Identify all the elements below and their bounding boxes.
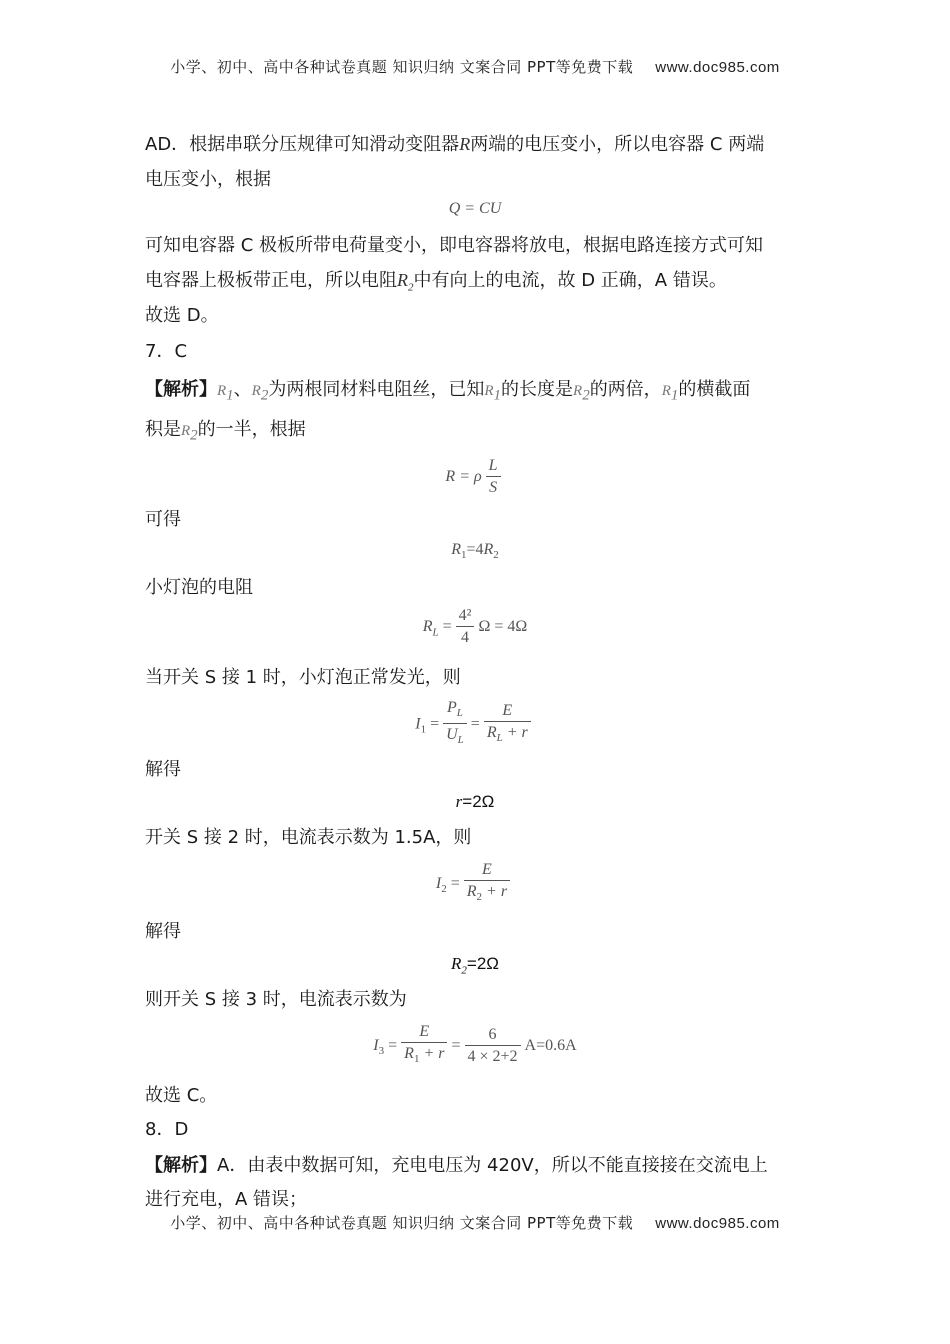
equation-resistivity: R = ρ $\frac{L}{S}$ [145, 456, 805, 499]
page-header [0, 56, 950, 77]
footer-site[interactable]: www.doc985.com [655, 1215, 780, 1232]
q6-line-4: 电容器上极板带正电，所以电阻$R_2$中有向上的电流，故 D 正确，A 错误。 [145, 270, 727, 294]
q7-jiede-2: 解得 [145, 921, 181, 942]
q8-line-2: 进行充电，A 错误； [145, 1189, 308, 1210]
equation-q-cu: Q = CU [448, 200, 502, 217]
q7-switch-2: 开关 S 接 2 时，电流表示数为 1.5A，则 [145, 827, 472, 848]
header-site[interactable]: www.doc985.com [655, 59, 780, 76]
equation-i3: $I_3$ = $\frac{E}{R_1 + r}$ = $\frac{6}{4 \times 2+2}$ A=0.6A [373, 1023, 577, 1066]
q7-title: 7．C [145, 341, 188, 362]
equation-lamp-resistance: $R_L$ = $\frac{\text{4²}}{4}$ Ω = 4Ω [422, 607, 528, 646]
q7-lamp: 小灯泡的电阻 [145, 577, 253, 598]
q6-line-2: 电压变小，根据 [145, 169, 271, 190]
q8-line-1: 【解析】A．由表中数据可知，充电电压为 420V，所以不能直接接在交流电上 [145, 1155, 768, 1176]
q7-jiede-1: 解得 [145, 759, 181, 780]
q6-line-1: AD．根据串联分压规律可知滑动变阻器R两端的电压变小，所以电容器 C 两端 [145, 134, 765, 155]
equation-r1-r2: $R_1=4R_2$ [451, 541, 499, 562]
q8-title: 8．D [145, 1119, 189, 1140]
q6-line-3: 可知电容器 C 极板所带电荷量变小，即电容器将放电，根据电路连接方式可知 [145, 235, 764, 256]
footer-text: 小学、初中、高中各种试卷真题 知识归纳 文案合同 PPT等免费下载 [170, 1214, 634, 1232]
q7-line-1: 【解析】$R_1$、$R_2$为两根同材料电阻丝，已知$R_1$的长度是$R_2$的两倍，$R_1$的横截面 [145, 379, 751, 404]
q7-conclusion: 故选 C。 [145, 1085, 218, 1106]
equation-i1: $I_1$ = $\frac{P_L}{U_L}$ = $\frac{E}{R_L + r}$ [145, 698, 805, 751]
header-text: 小学、初中、高中各种试卷真题 知识归纳 文案合同 PPT等免费下载 [170, 58, 634, 76]
q7-line-2: 积是$R_2$的一半，根据 [145, 419, 306, 444]
q7-switch-1: 当开关 S 接 1 时，小灯泡正常发光，则 [145, 667, 461, 688]
q6-conclusion: 故选 D。 [145, 305, 219, 326]
q7-kede: 可得 [145, 509, 181, 530]
page-footer [0, 1212, 950, 1233]
result-r: r=2Ω [455, 792, 495, 811]
q7-switch-3: 则开关 S 接 3 时，电流表示数为 [145, 989, 407, 1010]
result-r2: $R_2=2\Omega$ [451, 954, 499, 977]
equation-i2: $I_2$ = $\frac{E}{R_2 + r}$ [145, 860, 805, 908]
